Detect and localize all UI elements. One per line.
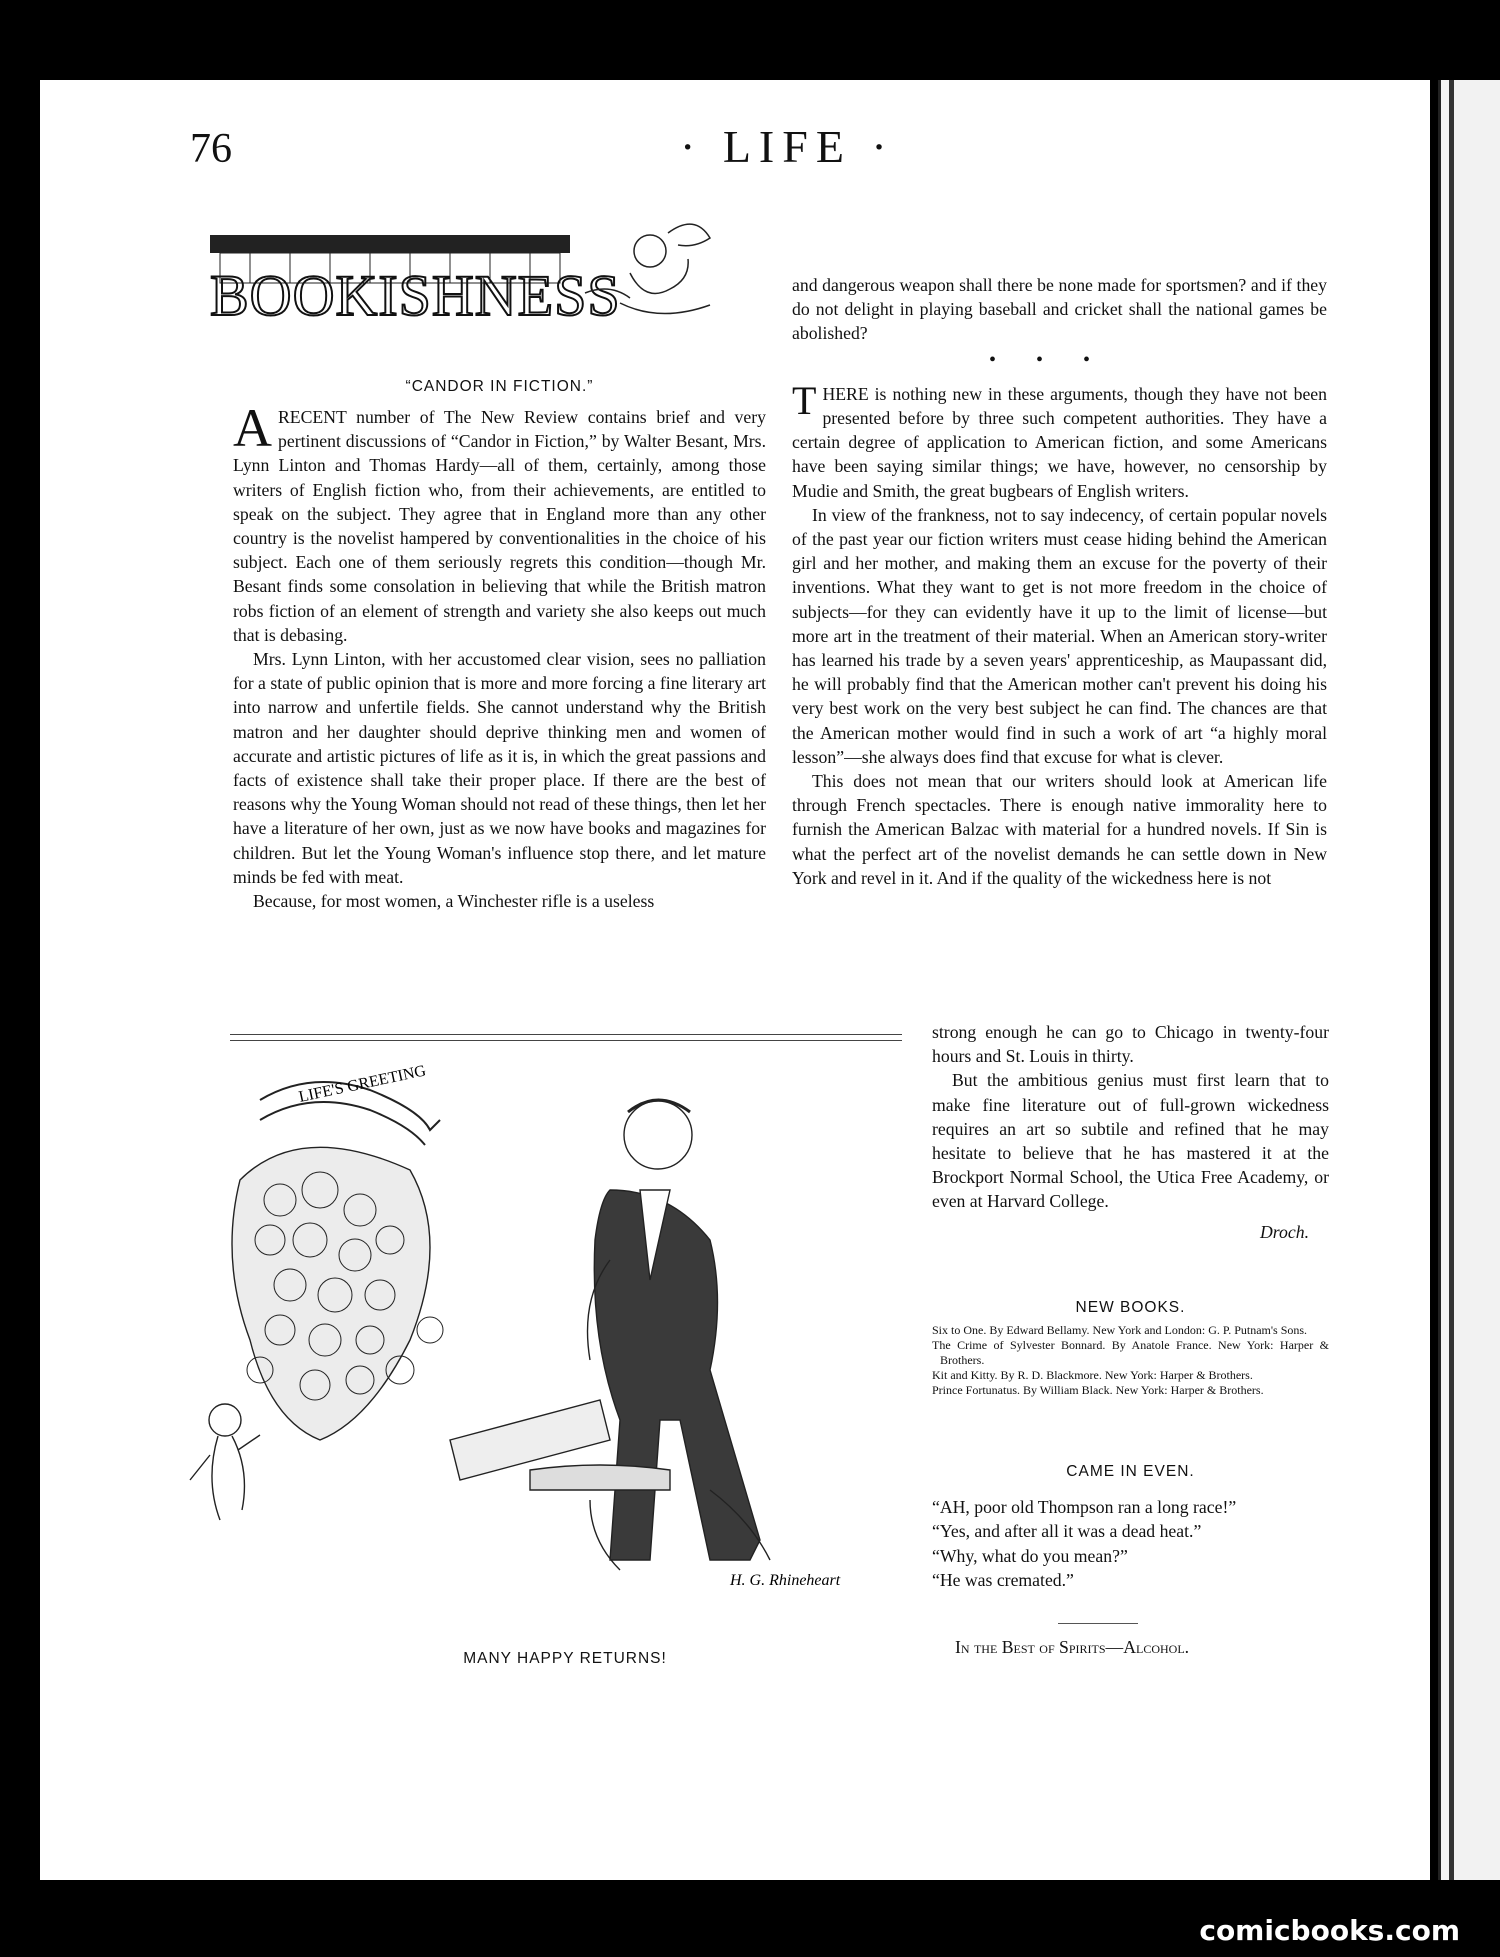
paragraph: But the ambitious genius must first learn that to make fine literature out of full-grown wickedness requires an art so subtile and refined that he may hesitate to believe that he has mastered it at the Brockport Normal School, the Utica Free Academy, or even at Harvard College. [932, 1070, 1329, 1212]
book-entry: Six to One. By Edward Bellamy. New York and London: G. P. Putnam's Sons. [932, 1323, 1308, 1337]
joke-line: “He was cremated.” [932, 1570, 1074, 1590]
joke-block [932, 1460, 1329, 1593]
drop-cap: T [792, 377, 817, 423]
adjacent-page-edge [1438, 80, 1500, 1880]
divider [1058, 1623, 1138, 1624]
spirits-quip: In the Best of Spirits—Alcohol. [955, 1637, 1190, 1657]
right-column-continued [932, 1020, 1329, 1244]
paragraph [233, 398, 766, 647]
paragraph: Because, for most women, a Winchester rifle is a useless [253, 891, 655, 912]
drop-cap: A [233, 398, 272, 458]
bookishness-heading-art [190, 193, 750, 353]
new-books-list [932, 1300, 1329, 1398]
paragraph: This does not mean that our writers should look at American life through French spectacles. There is enough native immorality here to furnish the American Balzac with material for a hundred novels. If Sin is what the perfect art of the novelist demands he can settle down in New York and revel in it. And if the quality of the wickedness here is not [792, 771, 1327, 888]
banner-text: LIFE'S GREETING [297, 1062, 428, 1106]
section-divider-dots: ••• [988, 348, 1130, 371]
right-column [792, 273, 1327, 890]
heading-art-text: BOOKISHNESS [210, 263, 621, 328]
article-title: “CANDOR IN FICTION.” [405, 378, 594, 395]
joke-line: “Yes, and after all it was a dead heat.” [932, 1521, 1202, 1541]
paragraph-text: HERE is nothing new in these arguments, though they have not been presented before by three such competent authorities. They have a certain degree of application to American fiction, and some Americans have been saying similar things; we have, however, no censorship by Mudie and Smith, the great bugbears of English writers. [792, 383, 1327, 501]
new-books-title: NEW BOOKS. [1075, 1299, 1186, 1316]
paragraph: and dangerous weapon shall there be none made for sportsmen? and if they do not delight in playing baseball and cricket shall the national games be abolished? [792, 275, 1327, 344]
watermark: comicbooks.com [1199, 1914, 1460, 1947]
book-entry: Prince Fortunatus. By William Black. New York: Harper & Brothers. [932, 1383, 1264, 1397]
artist-signature: H. G. Rhineheart [730, 1572, 841, 1589]
paragraph: strong enough he can go to Chicago in twenty-four hours and St. Louis in thirty. [932, 1022, 1329, 1067]
paragraph: Mrs. Lynn Linton, with her accustomed clear vision, sees no palliation for a state of public opinion that is more and more forcing a fine literary art into narrow and unfertile fields. She cannot understand why the British matron and her daughter should deprive thinking men and women of accurate and artistic pictures of life as it is, in which the great passions and facts of existence shall take their proper place. If there are the best of reasons why the Young Woman should not read of these things, then let her have a literature of her own, just as we now have books and magazines for children. But let the Young Woman's influence stop there, and let mature minds be fed with meat. [233, 649, 766, 887]
masthead: · LIFE · [680, 121, 895, 172]
cartoon-caption: MANY HAPPY RETURNS! [463, 1650, 667, 1667]
joke-line: “AH, poor old Thompson ran a long race!” [932, 1496, 1237, 1517]
page-number: 76 [190, 126, 232, 172]
left-column [233, 398, 766, 913]
author-signature: Droch. [1260, 1221, 1309, 1242]
joke-title: CAME IN EVEN. [1066, 1463, 1195, 1480]
paragraph: In view of the frankness, not to say indecency, of certain popular novels of the past year our fiction writers must cease hiding behind the American girl and her mother, and making them an excuse for the poverty of their inventions. What they want to get is not more freedom in the choice of subjects—for they can evidently have it up to the limit of license—but more art in the treatment of their material. When an American story-writer has learned his trade by a seven years' apprenticeship, as Maupassant did, he will probably find that the American mother can't prevent his doing his very best work on the very best subject he can find. The chances are that the American mother would find in such a work of art “a highly moral lesson”—she always does find that excuse for what is clever. [792, 504, 1327, 767]
joke-line: “Why, what do you mean?” [932, 1545, 1128, 1566]
paragraph-text: RECENT number of The New Review contains brief and very pertinent discussions of “Candor in Fiction,” by Walter Besant, Mrs. Lynn Linton and Thomas Hardy—all of them, certainly, among those writers of English fiction who, from their achievements, are entitled to speak on the subject. They agree that in England more than any other country is the novelist hampered by conventionalities in the choice of his subject. Each one of them seriously regrets this condition—though Mr. Besant finds some consolation in believing that while the British matron robs fiction of an element of strength and variety she also keeps out much that is debasing. [233, 407, 766, 645]
paragraph [792, 377, 1327, 503]
book-entry: The Crime of Sylvester Bonnard. By Anatole France. New York: Harper & Brothers. [932, 1338, 1329, 1367]
book-entry: Kit and Kitty. By R. D. Blackmore. New York: Harper & Brothers. [932, 1368, 1253, 1382]
cartoon-illustration [150, 1040, 910, 1610]
